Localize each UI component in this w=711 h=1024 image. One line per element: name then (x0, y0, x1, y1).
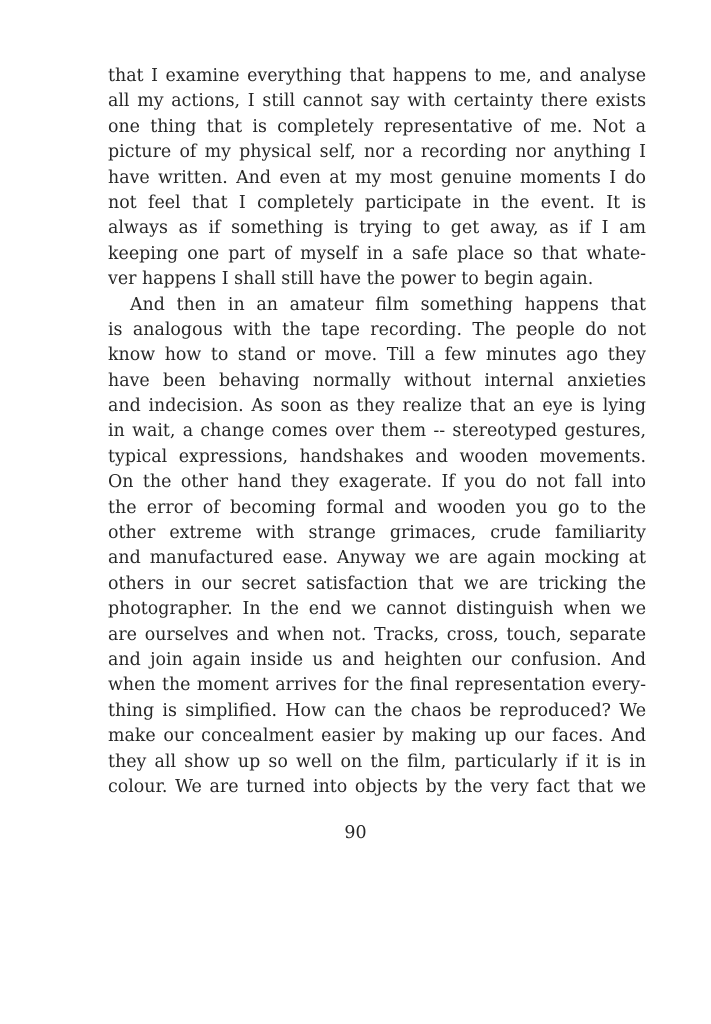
text-line: And then in an amateur film something happens that (130, 294, 646, 315)
text-line: the error of becoming formal and wooden you go to the (108, 497, 646, 518)
text-line: are ourselves and when not. Tracks, cross, touch, separate (108, 624, 646, 645)
text-line: is analogous with the tape recording. The people do not (108, 319, 646, 340)
text-line: make our concealment easier by making up our faces. And (108, 726, 646, 747)
paragraph (108, 64, 646, 293)
body-text (108, 64, 646, 800)
text-line: thing is simplified. How can the chaos be reproduced? We (108, 700, 646, 721)
text-line: when the moment arrives for the final representation every- (108, 675, 646, 696)
text-line: colour. We are turned into objects by the very fact that we (108, 776, 646, 797)
text-line: and indecision. As soon as they realize that an eye is lying (108, 396, 646, 417)
text-line: one thing that is completely representative of me. Not a (108, 116, 646, 137)
text-line: ver happens I shall still have the power to begin again. (108, 269, 594, 290)
text-line: they all show up so well on the film, particularly if it is in (108, 751, 646, 772)
text-line: not feel that I completely participate in the event. It is (108, 192, 646, 213)
text-line: photographer. In the end we cannot distinguish when we (108, 599, 646, 620)
text-line: keeping one part of myself in a safe place so that whate- (108, 243, 646, 264)
text-line: and manufactured ease. Anyway we are again mocking at (108, 548, 646, 569)
text-line: all my actions, I still cannot say with certainty there exists (108, 91, 646, 112)
text-line: and join again inside us and heighten our confusion. And (108, 649, 646, 670)
text-line: others in our secret satisfaction that we are tricking the (108, 573, 646, 594)
text-line: other extreme with strange grimaces, crude familiarity (108, 523, 646, 544)
text-line: always as if something is trying to get away, as if I am (108, 218, 646, 239)
text-line: have written. And even at my most genuine moments I do (108, 167, 646, 188)
text-line: typical expressions, handshakes and wooden movements. (108, 446, 646, 467)
paragraph (108, 293, 646, 801)
text-line: that I examine everything that happens to me, and analyse (108, 66, 646, 86)
text-line: On the other hand they exagerate. If you do not fall into (108, 472, 646, 493)
page-number: 90 (344, 823, 367, 843)
text-line: know how to stand or move. Till a few minutes ago they (108, 345, 646, 366)
text-line: have been behaving normally without internal anxieties (108, 370, 646, 391)
text-line: in wait, a change comes over them -- stereotyped gestures, (108, 421, 646, 442)
text-line: picture of my physical self, nor a recording nor anything I (108, 142, 646, 163)
